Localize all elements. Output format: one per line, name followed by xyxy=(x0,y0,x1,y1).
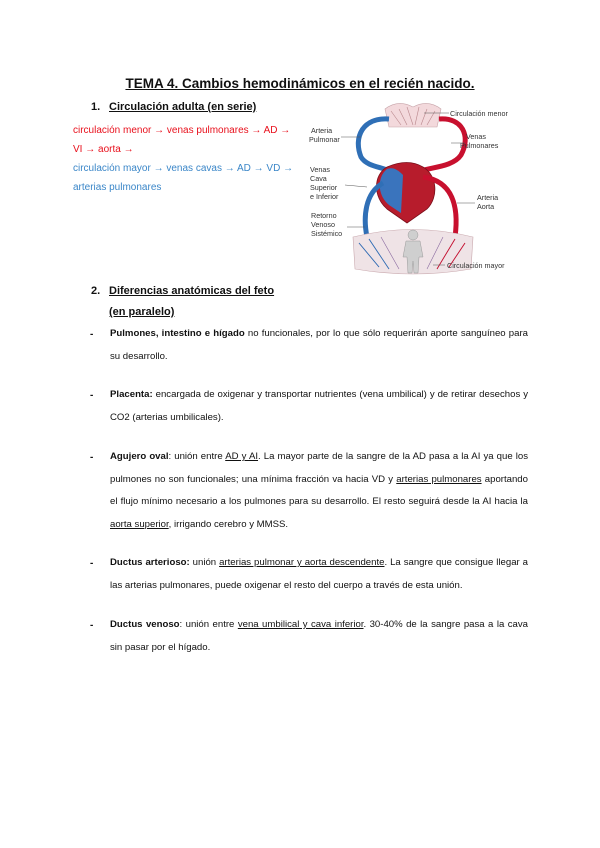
label-venas-cava-3: Superior xyxy=(310,183,338,192)
blue-line-2: arterias pulmonares xyxy=(73,182,162,193)
item-agujero-oval xyxy=(110,446,528,536)
item-ductus-arterioso-u1: arterias pulmonar y aorta descendente xyxy=(219,557,385,568)
label-arteria-pulmonar-2: Pulmonar xyxy=(309,135,340,144)
item-placenta-text: encargada de oxigenar y transportar nutrientes (vena umbilical) y de retirar desechos y CO2 (arterias umbilicales). xyxy=(110,389,528,423)
label-retorno-3: Sistémico xyxy=(311,229,343,238)
item-agujero-t2: . La mayor parte de la sangre de la AD pasa a la AI ya que los pulmones no son funcionales; una mínima fracción va hacia VD y xyxy=(110,451,528,485)
item-agujero-t3: aportando el flujo mínimo necesario a los pulmones para su desarrollo. El resto seguirá desde la AI hacia la xyxy=(110,473,528,507)
item-agujero-t4: , irrigando cerebro y MMSS. xyxy=(168,518,289,530)
label-circ-mayor: Circulación mayor xyxy=(447,261,505,270)
label-venas-pulmonares-2: Pulmonares xyxy=(460,141,499,150)
item-ductus-arterioso-t1: unión xyxy=(189,557,220,568)
section1-number: 1. xyxy=(91,101,101,113)
item-placenta xyxy=(110,384,528,429)
item-ductus-arterioso xyxy=(110,552,528,597)
label-venas-cava-4: e Inferior xyxy=(310,192,339,201)
label-arteria-aorta-2: Aorta xyxy=(477,202,495,211)
label-venas-pulmonares-1: Venas xyxy=(466,132,486,141)
section1-heading: Circulación adulta (en serie) xyxy=(109,101,257,113)
item-ductus-venoso-u1: vena umbilical y cava inferior xyxy=(237,619,364,630)
lung-capillaries xyxy=(385,103,441,127)
item-agujero-u1: AD y AI xyxy=(225,451,259,462)
bullet-dash: - xyxy=(90,558,94,569)
item-ductus-arterioso-bold: Ductus arterioso: xyxy=(110,557,190,568)
item-pulmones-text: no funcionales, por lo que sólo requerirán aporte sanguíneo para su desarrollo. xyxy=(110,328,528,362)
section2-number: 2. xyxy=(91,285,101,297)
red-line-1: circulación menor → venas pulmonares → AD → xyxy=(73,125,291,136)
item-pulmones-bold: Pulmones, intestino e hígado xyxy=(110,328,245,339)
bullet-dash: - xyxy=(90,452,94,463)
section2-heading-line1: Diferencias anatómicas del feto xyxy=(109,285,275,297)
label-arteria-pulmonar-1: Arteria xyxy=(311,126,333,135)
bullet-dash: - xyxy=(90,620,94,631)
item-ductus-arterioso-t2: . La sangre que consigue llegar a las arterias pulmonares, puede oxigenar el resto del cuerpo a través de esta unión. xyxy=(110,557,529,591)
item-agujero-u2: arterias pulmonares xyxy=(396,473,482,485)
item-ductus-venoso-t2: . 30-40% de la sangre pasa a la cava sin pasar por el hígado. xyxy=(110,619,528,653)
item-ductus-venoso xyxy=(110,614,528,659)
red-line-2: VI → aorta → xyxy=(73,144,134,155)
heart xyxy=(377,163,435,224)
label-arteria-aorta-1: Arteria xyxy=(477,193,499,202)
item-placenta-bold: Placenta: xyxy=(110,389,153,400)
label-retorno-2: Venoso xyxy=(311,220,335,229)
blue-line-1: circulación mayor → venas cavas → AD → VD → xyxy=(73,163,294,174)
item-ductus-venoso-t1: : unión entre xyxy=(179,619,238,630)
item-ductus-venoso-bold: Ductus venoso xyxy=(110,619,180,630)
page-title: TEMA 4. Cambios hemodinámicos en el recién nacido. xyxy=(125,76,475,91)
bullet-dash: - xyxy=(90,390,94,401)
item-agujero-u3: aorta superior xyxy=(110,518,169,530)
item-agujero-bold: Agujero oval xyxy=(110,451,169,462)
item-pulmones xyxy=(110,323,528,368)
label-circ-menor: Circulación menor xyxy=(450,109,508,118)
label-venas-cava-2: Cava xyxy=(310,174,327,183)
label-venas-cava-1: Venas xyxy=(310,165,330,174)
item-agujero-t1: : unión entre xyxy=(168,451,226,462)
bullet-dash: - xyxy=(90,329,94,340)
label-retorno-1: Retorno xyxy=(311,211,337,220)
circulation-diagram xyxy=(303,97,525,280)
section2-heading-line2: (en paralelo) xyxy=(109,306,175,318)
